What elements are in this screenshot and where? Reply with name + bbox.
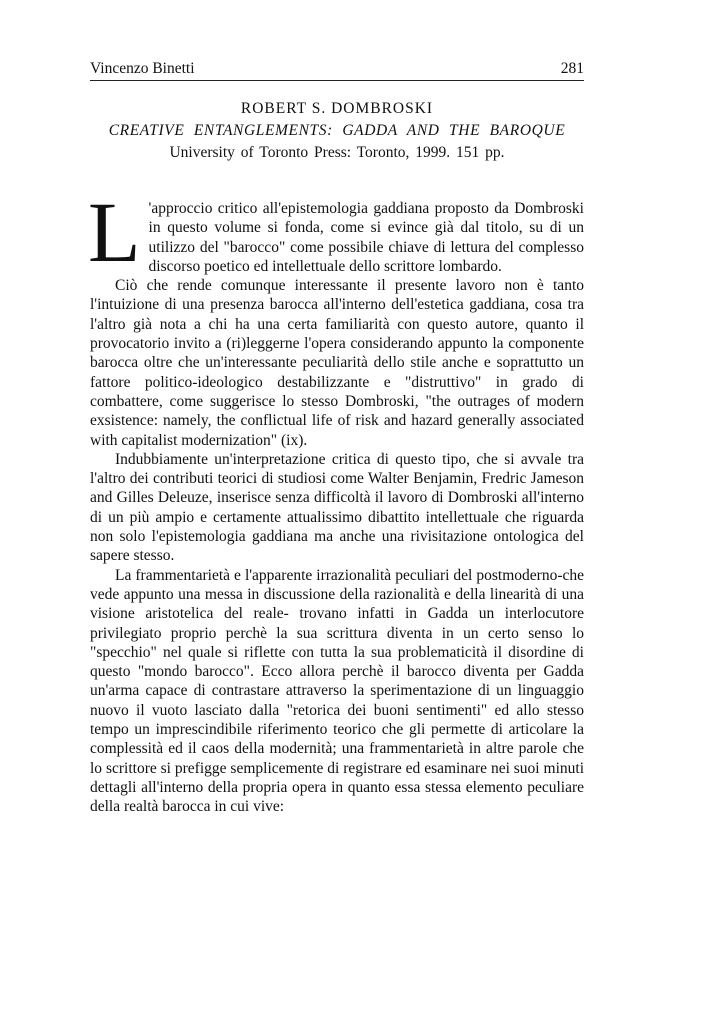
- paragraph-2: Ciò che rende comunque interessante il presente lavoro non è tanto l'intuizione di una presenza barocca all'interno dell'estetica gaddiana, cosa tra l'altro già nota a chi ha una certa familiarità con questo autore, quanto il provocatorio invito a (ri)leggerne l'opera considerando appunto la componente barocca oltre che un'interessante peculiarità dello stile anche e soprattutto un fattore politico-ideologico destabilizzante e "distruttivo" in grado di combattere, come suggerisce lo stesso Dombroski, "the outrages of modern exsistence: namely, the conflictual life of risk and hazard generally associated with capitalist modernization" (ix).: [90, 277, 584, 449]
- publication-info: University of Toronto Press: Toronto, 1999. 151 pp.: [169, 144, 505, 161]
- paragraph-1-text: 'approccio critico all'epistemologia gaddiana proposto da Dombroski in questo volume si fonda, come si evince già dal titolo, su di un utilizzo del "barocco" come possibile chiave di lettura del complesso discorso poetico ed intellettuale dello scrittore lombardo.: [148, 200, 584, 275]
- paragraph-3: Indubbiamente un'interpretazione critica di questo tipo, che si avvale tra l'altro dei contributi teorici di studiosi come Walter Benjamin, Fredric Jameson and Gilles Deleuze, inserisce senza difficoltà il lavoro di Dombroski all'interno di un più ampio e certamente attualissimo dibattito intellettuale che riguarda non solo l'epistemologia gaddiana ma anche una rivisitazione ontologica del sapere stesso.: [90, 450, 584, 565]
- drop-cap: L: [88, 184, 141, 280]
- paragraph-4: La frammentarietà e l'apparente irrazionalità peculiari del postmoderno-che vede appunto una messa in discussione della razionalità e della linearità di una visione aristotelica del reale- trovano infatti in Gadda un interlocutore privilegiato proprio perchè la sua scrittura diventa in un certo senso lo "specchio" nel quale si riflette con tutta la sua problematicità il disordine di questo "mondo barocco". Ecco allora perchè il barocco diventa per Gadda un'arma capace di contrastare attraverso la sperimentazione di un linguaggio nuovo il vuoto lasciato dalla "retorica dei buoni sentimenti" ed allo stesso tempo un imprescindibile riferimento teorico che gli permette di articolare la complessità ed il caos della modernità; una frammentarietà in altre parole che lo scrittore si prefigge semplicemente di registrare ed esaminare nei suoi minuti dettagli all'interno della propria opera in quanto essa stessa elemento peculiare della realtà barocca in cui vive:: [90, 566, 584, 816]
- reviewed-author: ROBERT S. DOMBROSKI: [240, 100, 434, 117]
- running-head-author: Vincenzo Binetti: [90, 60, 195, 77]
- page-number: 281: [560, 60, 584, 77]
- review-body: [88, 184, 584, 817]
- paragraph-1: [88, 184, 584, 280]
- running-head: [90, 60, 584, 81]
- review-heading: [90, 98, 584, 164]
- reviewed-book-title: CREATIVE ENTANGLEMENTS: GADDA AND THE BAROQUE: [108, 122, 566, 139]
